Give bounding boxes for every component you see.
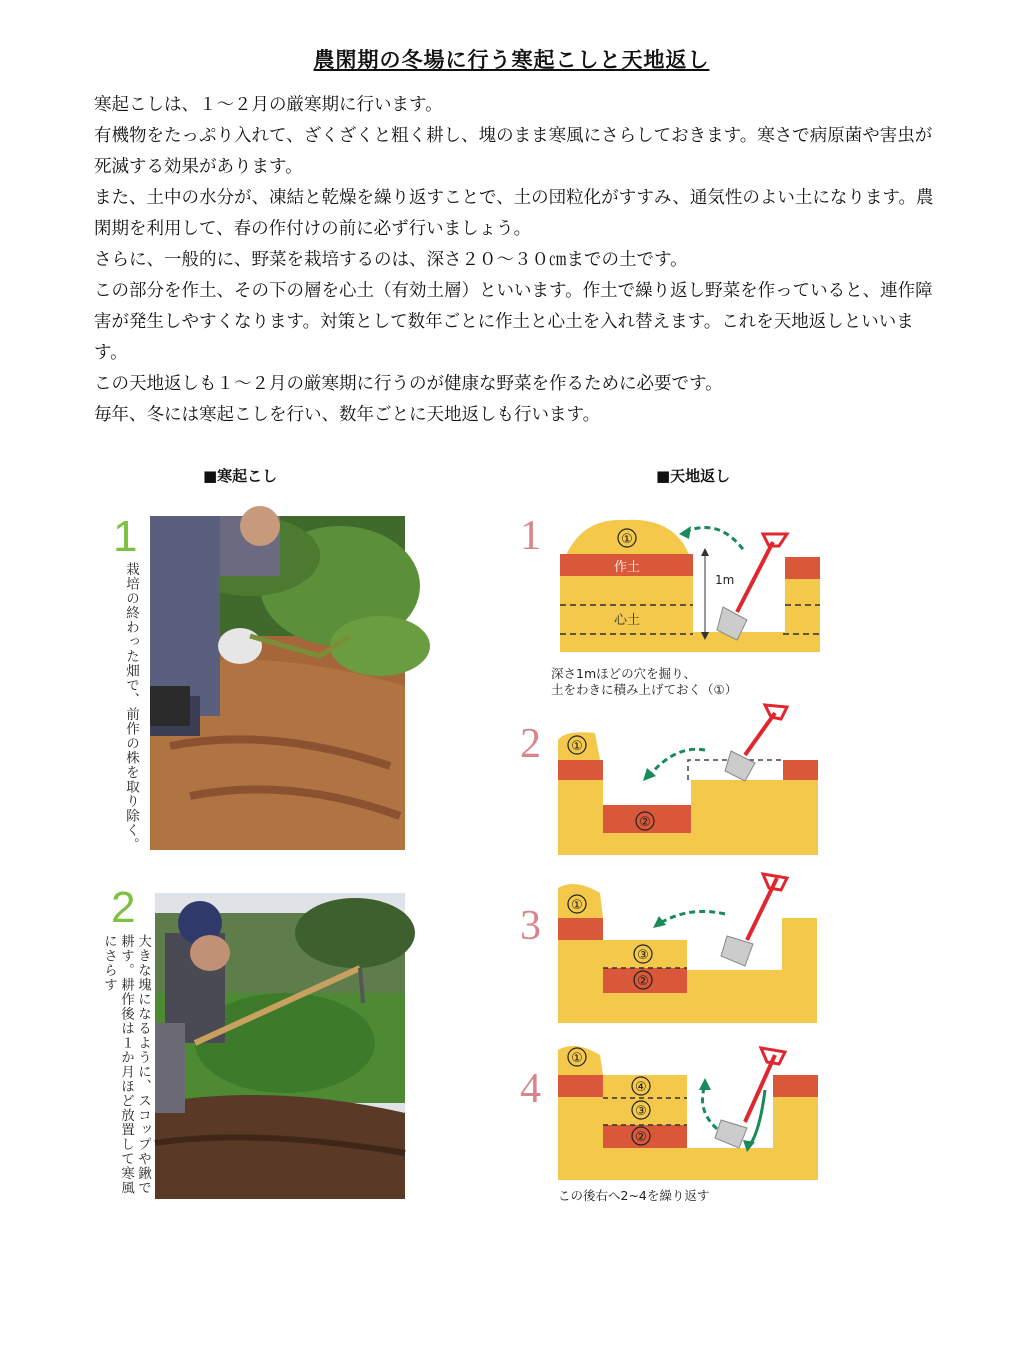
tenchi-step-3-number: 3: [520, 903, 541, 949]
label-1: ①: [571, 739, 583, 754]
depth-label: 1m: [715, 573, 735, 587]
label-1: ①: [571, 898, 583, 913]
tenchi-diagram-1: [555, 512, 825, 662]
tenchi-step-1-caption: 深さ1mほどの穴を掘り、 土をわきに積み上げておく（①）: [551, 666, 738, 697]
tenchi-step-4-number: 4: [520, 1066, 541, 1112]
kankokoshi-photo-1: [150, 516, 405, 850]
shindo-label: 心土: [613, 613, 641, 628]
paragraph: 寒起こしは、１～２月の厳寒期に行います。: [94, 95, 443, 115]
sakudo-label: 作土: [613, 560, 641, 575]
kankokoshi-step-1-number: 1: [113, 512, 138, 561]
paragraph: 有機物をたっぷり入れて、ざくざくと粗く耕し、塊のまま寒風にさらしておきます。寒さで病原菌や害虫が死滅する効果があります。: [94, 126, 933, 177]
label-3: ③: [635, 1104, 647, 1119]
kankokoshi-photo-2: [155, 893, 405, 1199]
paragraph: 毎年、冬には寒起こしを行い、数年ごとに天地返しも行います。: [94, 405, 601, 425]
kankokoshi-heading: ■寒起こし: [203, 467, 278, 485]
tenchi-step-1-number: 1: [520, 513, 541, 559]
label-2: ②: [639, 815, 651, 830]
page-title: 農閑期の冬場に行う寒起こしと天地返し: [313, 48, 710, 72]
label-1: ①: [621, 532, 633, 547]
kankokoshi-step-1-caption: 栽培の終わった畑で、前作の株を取り除く。: [123, 562, 139, 852]
paragraph: この天地返しも１～２月の厳寒期に行うのが健康な野菜を作るために必要です。: [94, 374, 723, 394]
label-1: ①: [571, 1051, 583, 1066]
paragraph: この部分を作土、その下の層を心土（有効土層）といいます。作土で繰り返し野菜を作っていると、連作障害が発生しやすくなります。対策として数年ごとに作土と心土を入れ替えます。これを天地返しといいます。: [94, 281, 933, 363]
tenchi-diagram-2: [555, 705, 825, 860]
label-3: ③: [637, 948, 649, 963]
label-2: ②: [635, 1130, 647, 1145]
kankokoshi-step-2-number: 2: [111, 883, 136, 932]
intro-text: [94, 90, 934, 431]
tenchi-heading: ■天地返し: [656, 467, 731, 485]
paragraph: さらに、一般的に、野菜を栽培するのは、深さ２０～３０㎝までの土です。: [94, 250, 688, 270]
label-2: ②: [637, 974, 649, 989]
paragraph: また、土中の水分が、凍結と乾燥を繰り返すことで、土の団粒化がすすみ、通気性のよい土になります。農閑期を利用して、春の作付けの前に必ず行いましょう。: [94, 188, 934, 239]
tenchi-step-2-number: 2: [520, 721, 541, 767]
kankokoshi-step-2-caption: 大きな塊になるように、スコップや鍬で耕す。耕作後は１か月ほど放置して寒風にさらす: [101, 934, 151, 1195]
label-4: ④: [635, 1080, 647, 1095]
tenchi-step-4-caption: この後右へ2~4を繰り返す: [558, 1188, 710, 1203]
tenchi-diagram-3: [555, 878, 825, 1028]
tenchi-diagram-4: [555, 1040, 825, 1185]
